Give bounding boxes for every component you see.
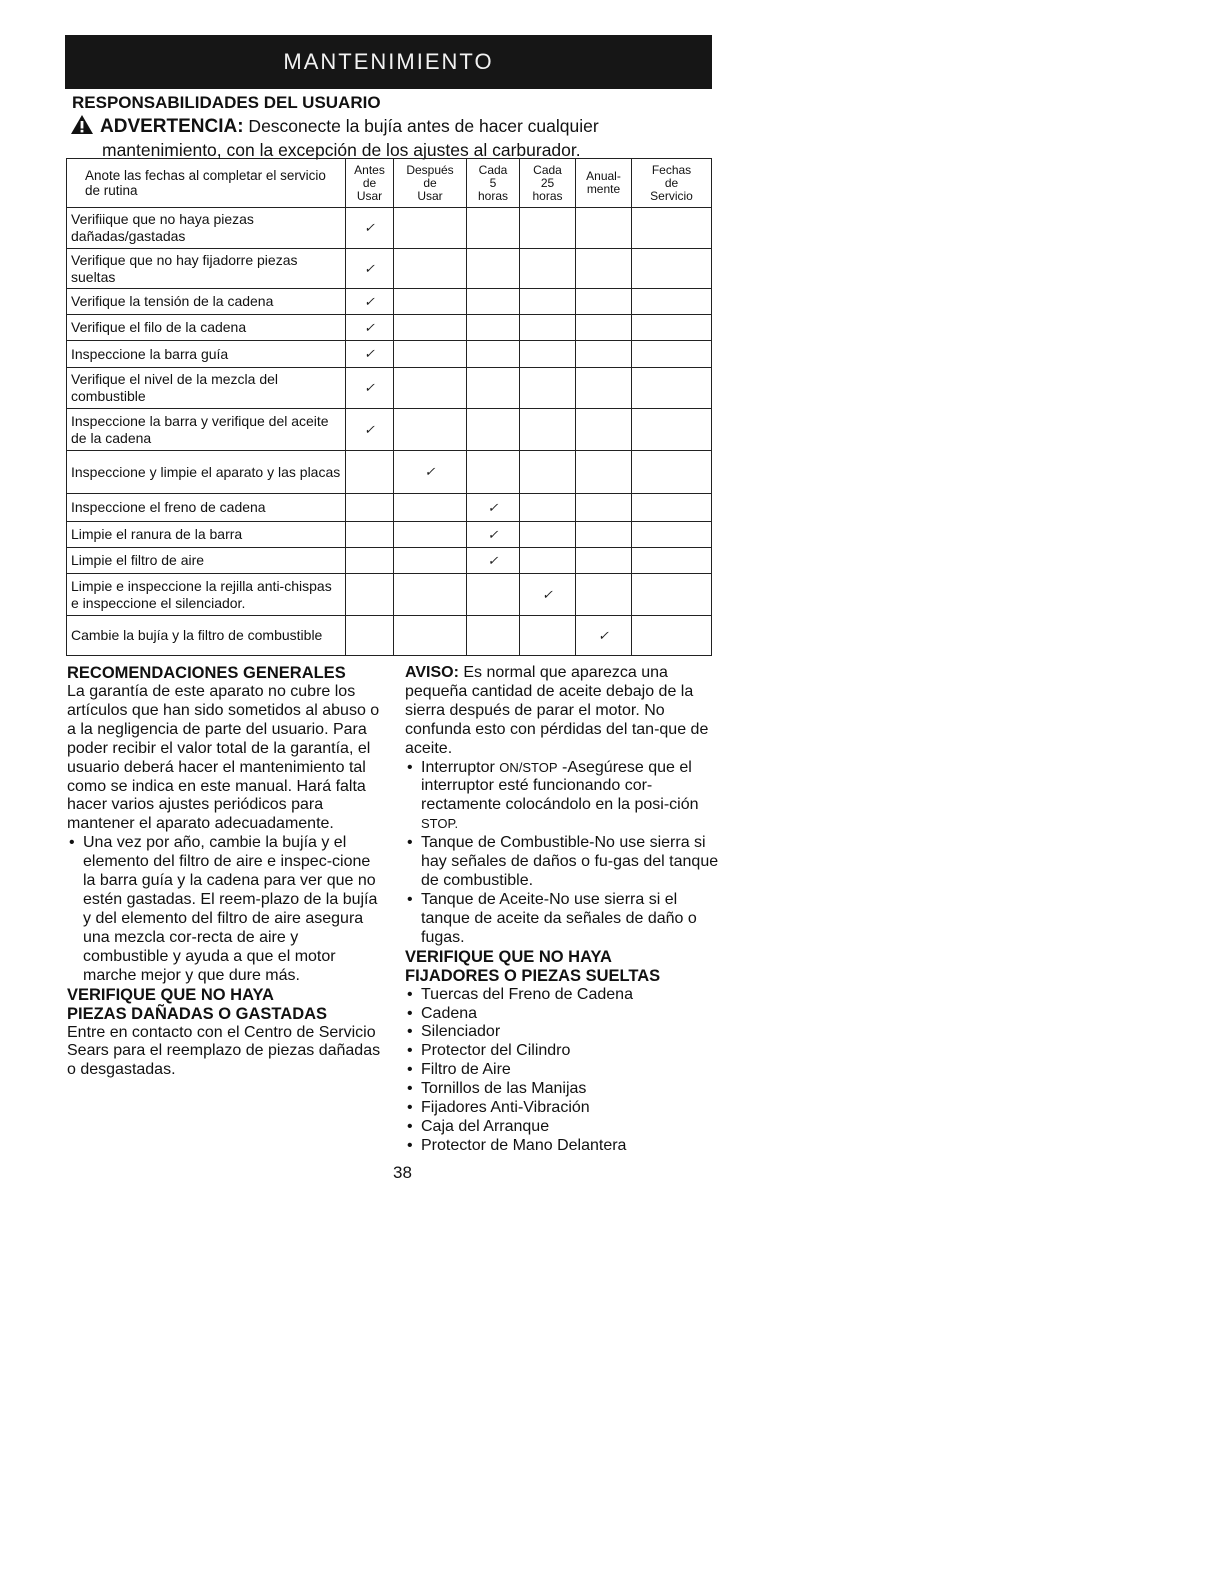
schedule-cell (520, 315, 576, 341)
warning-block (70, 114, 710, 161)
schedule-cell (467, 289, 520, 315)
schedule-cell (576, 409, 632, 451)
table-row (67, 522, 712, 548)
schedule-cell (576, 208, 632, 249)
schedule-cell (394, 315, 467, 341)
schedule-cell (467, 548, 520, 574)
right-column (405, 664, 725, 1156)
warning-text-line2: mantenimiento, con la excepción de los ajustes al carburador. (102, 140, 581, 160)
schedule-cell (346, 208, 394, 249)
header-col-1-line1: Después (406, 162, 454, 177)
schedule-cell (632, 451, 712, 494)
check-mark-icon: ✓ (364, 346, 375, 361)
schedule-cell (467, 208, 520, 249)
schedule-cell (346, 341, 394, 368)
schedule-cell (632, 249, 712, 289)
switch-stop: STOP. (421, 816, 459, 832)
header-col-4-line1: Anual- (586, 169, 621, 183)
schedule-cell (467, 494, 520, 522)
list-item: • Tanque de Combustible-No use sierra si hay señales de daños o fu-gas del tanque de combustible. (405, 834, 725, 891)
schedule-cell (576, 249, 632, 289)
task-cell: Verifique que no hay fijadorre piezas sueltas (67, 249, 346, 289)
schedule-cell (346, 249, 394, 289)
schedule-cell (394, 574, 467, 616)
schedule-cell (632, 368, 712, 409)
schedule-cell (632, 289, 712, 315)
schedule-cell (632, 341, 712, 368)
task-cell: Verifique el filo de la cadena (67, 315, 346, 341)
header-col-3 (520, 159, 576, 208)
damaged-heading-line1: VERIFIQUE QUE NO HAYA (67, 985, 274, 1004)
check-list (405, 759, 725, 948)
table-row (67, 548, 712, 574)
schedule-cell (394, 341, 467, 368)
table-row (67, 494, 712, 522)
task-cell: Verifique la tensión de la cadena (67, 289, 346, 315)
schedule-cell (346, 522, 394, 548)
list-item (405, 759, 725, 835)
schedule-cell (467, 249, 520, 289)
check-mark-icon: ✓ (598, 627, 609, 643)
task-cell: Verifiique que no haya piezas dañadas/gastadas (67, 208, 346, 249)
schedule-cell (632, 208, 712, 249)
schedule-cell (394, 409, 467, 451)
recommendations-list (67, 834, 385, 985)
table-row (67, 208, 712, 249)
schedule-cell (520, 249, 576, 289)
check-mark-icon: ✓ (364, 260, 375, 276)
table-row (67, 249, 712, 289)
header-col-1 (394, 159, 467, 208)
schedule-cell (467, 341, 520, 368)
header-col-4-line2: mente (586, 182, 621, 196)
schedule-cell (346, 289, 394, 315)
schedule-cell (520, 451, 576, 494)
table-row (67, 341, 712, 368)
schedule-cell (632, 522, 712, 548)
loose-heading-line1: VERIFIQUE QUE NO HAYA (405, 947, 612, 966)
table-row (67, 368, 712, 409)
switch-text-a: Interruptor (421, 758, 500, 776)
table-row (67, 289, 712, 315)
schedule-cell (394, 208, 467, 249)
schedule-cell (576, 548, 632, 574)
loose-parts-list (405, 986, 725, 1156)
schedule-cell (632, 548, 712, 574)
schedule-cell (520, 368, 576, 409)
table-row (67, 409, 712, 451)
schedule-cell (520, 289, 576, 315)
check-mark-icon: ✓ (424, 464, 436, 479)
list-item: • Tuercas del Freno de Cadena (405, 986, 725, 1005)
task-cell: Inspeccione la barra guía (67, 341, 346, 368)
responsibilities-heading: RESPONSABILIDADES DEL USUARIO (72, 93, 381, 112)
schedule-cell (520, 616, 576, 656)
list-item: • Fijadores Anti-Vibración (405, 1099, 725, 1118)
list-item: • Cadena (405, 1005, 725, 1024)
schedule-cell (467, 368, 520, 409)
list-item: • Una vez por año, cambie la bujía y el elemento del filtro de aire e inspec-cione la barra guía y la cadena para ver que no estén gastadas. El reem-plazo de la bujía y del elemento del filtro de aire asegura una mezcla cor-recta de aire y combustible y ayuda a que el motor marche mejor y que dure más. (67, 834, 385, 985)
switch-text-c: -Asegúrese que el interruptor esté funcionando cor-rectamente colocándolo en la posi-ción (421, 758, 699, 814)
schedule-cell (520, 409, 576, 451)
warning-label: ADVERTENCIA: (100, 116, 244, 137)
list-item: • Protector de Mano Delantera (405, 1137, 725, 1156)
schedule-cell (632, 409, 712, 451)
schedule-cell (467, 409, 520, 451)
list-item: • Tornillos de las Manijas (405, 1080, 725, 1099)
header-col-0 (346, 159, 394, 208)
schedule-cell (346, 494, 394, 522)
list-item: • Filtro de Aire (405, 1061, 725, 1080)
schedule-cell (467, 451, 520, 494)
warning-text-line1: Desconecte la bujía antes de hacer cualquier (243, 116, 599, 136)
warning-triangle-icon (70, 114, 94, 140)
table-body (67, 208, 712, 656)
header-col-2-line3: horas (477, 188, 509, 203)
schedule-cell (394, 522, 467, 548)
schedule-cell (632, 574, 712, 616)
schedule-cell (576, 368, 632, 409)
task-cell: Inspeccione la barra y verifique del aceite de la cadena (67, 409, 346, 451)
schedule-cell (576, 574, 632, 616)
damaged-parts-heading (67, 986, 385, 1024)
header-col-1-line2: de (423, 175, 437, 190)
list-item: • Caja del Arranque (405, 1118, 725, 1137)
schedule-cell (346, 368, 394, 409)
check-mark-icon: ✓ (542, 586, 553, 602)
table-header-row (67, 159, 712, 208)
header-col-0-line2: de (362, 175, 377, 190)
damaged-heading-line2: PIEZAS DAÑADAS O GASTADAS (67, 1004, 328, 1023)
header-col-4 (576, 159, 632, 208)
header-col-0-line1: Antes (354, 162, 385, 177)
schedule-cell (346, 315, 394, 341)
schedule-cell (394, 249, 467, 289)
header-col-2 (467, 159, 520, 208)
header-col-2-line2: 5 (489, 175, 497, 190)
schedule-cell (467, 616, 520, 656)
check-mark-icon: ✓ (364, 293, 375, 309)
table-row (67, 451, 712, 494)
schedule-cell (467, 315, 520, 341)
schedule-cell (576, 315, 632, 341)
schedule-cell (346, 451, 394, 494)
list-item: • Protector del Cilindro (405, 1042, 725, 1061)
recommendations-text: La garantía de este aparato no cubre los artículos que han sido sometidos al abuso o a la negligencia de parte del usuario. Para poder recibir el valor total de la garantía, el usuario deberá hacer el mantenimiento tal como se indica en este manual. Hará falta hacer varios ajustes periódicos para mantener el aparato adecuadamente. (67, 683, 380, 833)
header-task: Anote las fechas al completar el servicio de rutina (67, 159, 346, 208)
notice-label: AVISO: (405, 664, 459, 681)
header-col-3-line3: horas (532, 188, 563, 203)
schedule-cell (632, 616, 712, 656)
loose-heading-line2: FIJADORES O PIEZAS SUELTAS (405, 966, 661, 985)
check-mark-icon: ✓ (487, 499, 499, 515)
schedule-cell (394, 616, 467, 656)
check-mark-icon: ✓ (364, 220, 375, 235)
header-col-3-line1: Cada (533, 162, 562, 177)
header-col-5-line3: Servicio (650, 188, 693, 203)
schedule-cell (576, 451, 632, 494)
task-cell: Limpie e inspeccione la rejilla anti-chispas e inspeccione el silenciador. (67, 574, 346, 616)
schedule-cell (346, 409, 394, 451)
header-col-3-line2: 25 (540, 175, 555, 190)
schedule-cell (394, 548, 467, 574)
schedule-cell (576, 289, 632, 315)
header-col-5 (632, 159, 712, 208)
task-cell: Verifique el nivel de la mezcla del combustible (67, 368, 346, 409)
list-item: • Tanque de Aceite-No use sierra si el tanque de aceite da señales de daño o fugas. (405, 891, 725, 948)
header-col-0-line3: Usar (356, 188, 383, 203)
page-number: 38 (393, 1163, 412, 1182)
table-row (67, 574, 712, 616)
schedule-cell (520, 574, 576, 616)
damaged-parts-text: Entre en contacto con el Centro de Servicio Sears para el reemplazo de piezas dañadas o desgastadas. (67, 1023, 381, 1079)
loose-parts-heading (405, 948, 725, 986)
header-col-5-line1: Fechas (651, 162, 692, 177)
schedule-cell (394, 451, 467, 494)
task-cell: Limpie el ranura de la barra (67, 522, 346, 548)
schedule-cell (632, 315, 712, 341)
schedule-cell (576, 616, 632, 656)
section-title: MANTENIMIENTO (283, 49, 494, 74)
list-item: • Silenciador (405, 1023, 725, 1042)
check-mark-icon: ✓ (487, 526, 499, 542)
recommendations-heading: RECOMENDACIONES GENERALES (67, 664, 346, 682)
check-mark-icon: ✓ (364, 319, 375, 335)
schedule-cell (394, 368, 467, 409)
schedule-cell (394, 289, 467, 315)
task-cell: Limpie el filtro de aire (67, 548, 346, 574)
schedule-cell (346, 548, 394, 574)
table-row (67, 616, 712, 656)
schedule-cell (576, 494, 632, 522)
notice-paragraph (405, 664, 725, 759)
schedule-cell (576, 341, 632, 368)
check-mark-icon: ✓ (364, 380, 375, 395)
schedule-cell (467, 574, 520, 616)
schedule-cell (346, 616, 394, 656)
switch-on-stop: ON/STOP (499, 759, 558, 775)
header-col-2-line1: Cada (478, 162, 508, 177)
schedule-cell (520, 548, 576, 574)
check-mark-icon: ✓ (364, 421, 375, 437)
schedule-cell (576, 522, 632, 548)
schedule-cell (394, 494, 467, 522)
schedule-cell (632, 494, 712, 522)
task-cell: Inspeccione el freno de cadena (67, 494, 346, 522)
schedule-cell (520, 494, 576, 522)
schedule-cell (467, 522, 520, 548)
header-col-1-line3: Usar (417, 188, 443, 203)
schedule-cell (346, 574, 394, 616)
check-mark-icon: ✓ (487, 552, 499, 568)
schedule-cell (520, 522, 576, 548)
schedule-cell (520, 341, 576, 368)
header-col-5-line2: de (664, 175, 679, 190)
left-column (67, 664, 385, 1080)
task-cell: Cambie la bujía y la filtro de combustible (67, 616, 346, 656)
section-banner (65, 35, 712, 89)
schedule-cell (520, 208, 576, 249)
maintenance-schedule-table (66, 158, 712, 656)
notice-text: Es normal que aparezca una pequeña cantidad de aceite debajo de la sierra después de parar el motor. No confunda esto con pérdidas del tan-que de aceite. (405, 664, 709, 757)
task-cell: Inspeccione y limpie el aparato y las placas (67, 451, 346, 494)
table-row (67, 315, 712, 341)
